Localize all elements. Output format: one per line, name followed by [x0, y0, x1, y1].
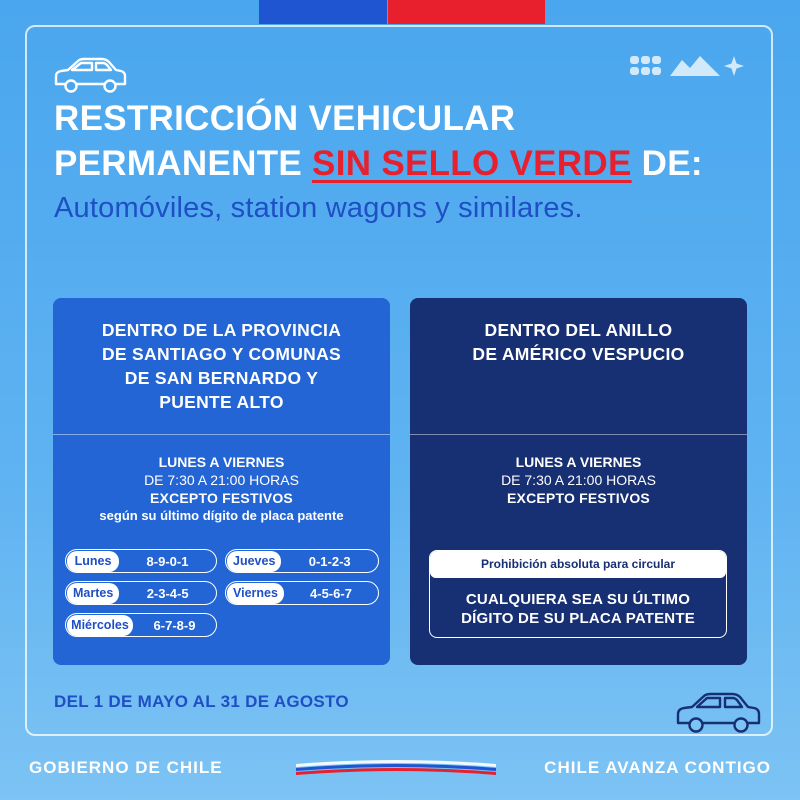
headline-line-2-prefix: PERMANENTE [54, 144, 313, 183]
card-schedule [53, 435, 390, 525]
prohibition-text [430, 578, 726, 628]
headline-highlight: SIN SELLO VERDE [312, 144, 632, 183]
headline-line-2-suffix: DE: [631, 144, 703, 183]
schedule-days: LUNES A VIERNES [158, 454, 285, 470]
digit-list: 2-3-4-5 [146, 585, 189, 601]
digit-row-viernes [225, 581, 379, 605]
digit-list: 6-7-8-9 [153, 617, 196, 633]
card-title [53, 298, 390, 434]
car-icon [52, 56, 128, 96]
car-icon [674, 690, 762, 736]
card-title [410, 298, 747, 434]
day-label: Jueves [227, 551, 281, 572]
schedule-days: LUNES A VIERNES [515, 454, 642, 470]
prohibition-line: CUALQUIERA SEA SU ÚLTIMO [465, 591, 691, 608]
digit-row-martes [65, 581, 217, 605]
schedule-hours: DE 7:30 A 21:00 HORAS [501, 472, 656, 488]
footer-gobierno-de-chile: GOBIERNO DE CHILE [29, 758, 223, 777]
card-santiago-province [53, 298, 390, 665]
day-label: Lunes [67, 551, 119, 572]
day-label: Viernes [227, 583, 284, 604]
digit-list: 4-5-6-7 [310, 585, 352, 601]
subheadline: Automóviles, station wagons y similares. [54, 192, 583, 224]
card-title-line: DE SANTIAGO Y COMUNAS [101, 344, 341, 364]
day-label: Martes [67, 583, 119, 604]
digit-list: 8-9-0-1 [146, 553, 189, 569]
flag-red-stripe [388, 0, 545, 24]
card-title-line: DE SAN BERNARDO Y [124, 368, 319, 388]
footer-chile-avanza-contigo: CHILE AVANZA CONTIGO [544, 758, 771, 777]
digit-row-jueves [225, 549, 379, 573]
flag-stripes-icon [296, 754, 496, 778]
card-title-line: DE AMÉRICO VESPUCIO [472, 344, 685, 364]
card-title-line: DENTRO DEL ANILLO [484, 320, 673, 340]
digit-row-miercoles [65, 613, 217, 637]
card-americo-vespucio [410, 298, 747, 665]
day-label: Miércoles [67, 615, 133, 636]
card-title-line: PUENTE ALTO [159, 392, 284, 412]
date-range: DEL 1 DE MAYO AL 31 DE AGOSTO [54, 692, 349, 711]
card-schedule [410, 435, 747, 507]
prohibition-label: Prohibición absoluta para circular [430, 551, 726, 578]
flag-blue-stripe [259, 0, 387, 24]
card-title-line: DENTRO DE LA PROVINCIA [101, 320, 342, 340]
digit-row-lunes [65, 549, 217, 573]
headline [54, 96, 703, 186]
digit-schedule-grid [65, 549, 379, 639]
schedule-exception: EXCEPTO FESTIVOS [150, 490, 293, 506]
brand-pattern-icon [630, 54, 746, 78]
schedule-exception: EXCEPTO FESTIVOS [507, 490, 650, 506]
digit-list: 0-1-2-3 [308, 553, 351, 569]
prohibition-line: DÍGITO DE SU PLACA PATENTE [461, 610, 695, 627]
schedule-note: según su último dígito de placa patente [99, 508, 344, 523]
schedule-hours: DE 7:30 A 21:00 HORAS [144, 472, 299, 488]
prohibition-box [429, 550, 727, 638]
headline-line-1: RESTRICCIÓN VEHICULAR [54, 99, 516, 138]
